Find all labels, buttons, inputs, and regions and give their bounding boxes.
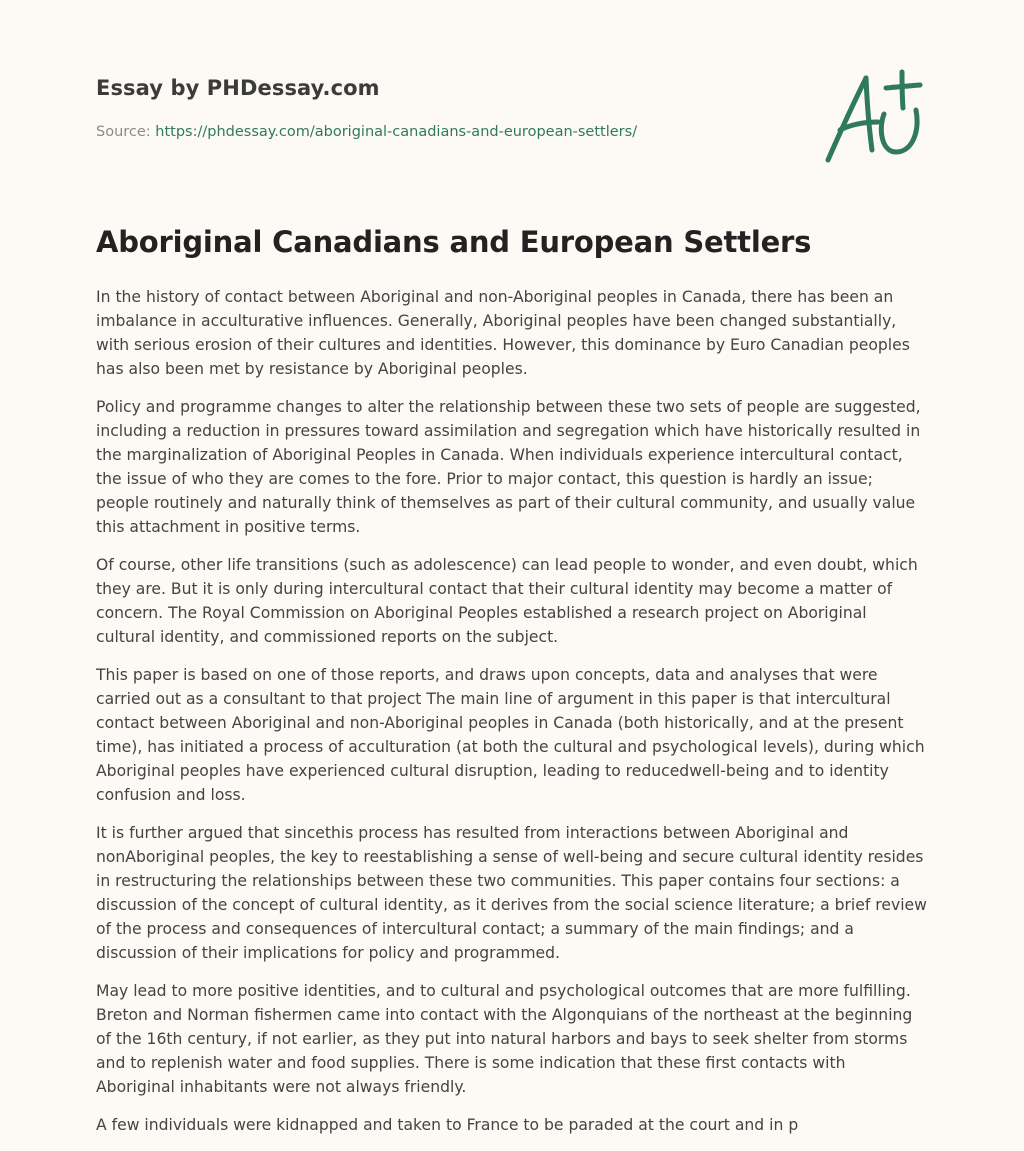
a-plus-logo-icon	[820, 66, 930, 166]
essay-paragraph: Of course, other life transitions (such as adolescence) can lead people to wonder, and even doubt, which they are. But it is only during intercultural contact that their cultural identity may become a matter of concern. The Royal Commission on Aboriginal Peoples established a research project on Aboriginal cultural identity, and commissioned reports on the subject.	[96, 556, 918, 646]
source-line	[96, 124, 637, 140]
essay-paragraph: May lead to more positive identities, and to cultural and psychological outcomes that are more fulfilling. Breton and Norman fishermen came into contact with the Algonquians of the northeast at the beginning of the 16th century, if not earlier, as they put into natural harbors and bays to seek shelter from storms and to replenish water and food supplies. There is some indication that these first contacts with Aboriginal inhabitants were not always friendly.	[96, 982, 913, 1096]
source-label: Source:	[96, 124, 151, 140]
essay-page	[96, 0, 928, 1134]
essay-body	[96, 285, 928, 1151]
essay-paragraph: It is further argued that sincethis process has resulted from interactions between Aboriginal and nonAboriginal peoples, the key to reestablishing a sense of well-being and secure cultural identity resides in restructuring the relationships between these two communities. This paper contains four sections: a discussion of the concept of cultural identity, as it derives from the social science literature; a brief review of the process and consequences of intercultural contact; a summary of the main findings; and a discussion of their implications for policy and programmed.	[96, 824, 927, 962]
essay-paragraph: This paper is based on one of those reports, and draws upon concepts, data and analyses that were carried out as a consultant to that project The main line of argument in this paper is that intercultural contact between Aboriginal and non-Aboriginal peoples in Canada (both historically, and at the present time), has initiated a process of acculturation (at both the cultural and psychological levels), during which Aboriginal peoples have experienced cultural disruption, leading to reducedwell-being and to identity confusion and loss.	[96, 666, 925, 804]
site-title: Essay by PHDessay.com	[96, 76, 380, 100]
essay-paragraph: In the history of contact between Aboriginal and non-Aboriginal peoples in Canada, there has been an imbalance in acculturative influences. Generally, Aboriginal peoples have been changed substantially, with serious erosion of their cultures and identities. However, this dominance by Euro Canadian peoples has also been met by resistance by Aboriginal peoples.	[96, 288, 910, 378]
page-header	[96, 0, 928, 200]
essay-paragraph: A few individuals were kidnapped and taken to France to be paraded at the court and in p	[96, 1116, 799, 1134]
essay-title: Aboriginal Canadians and European Settlers	[96, 225, 812, 259]
source-link[interactable]: https://phdessay.com/aboriginal-canadians-and-european-settlers/	[155, 124, 638, 140]
essay-paragraph: Policy and programme changes to alter the relationship between these two sets of people are suggested, including a reduction in pressures toward assimilation and segregation which have historically resulted in the marginalization of Aboriginal Peoples in Canada. When individuals experience intercultural contact, the issue of who they are comes to the fore. Prior to major contact, this question is hardly an issue; people routinely and naturally think of themselves as part of their cultural community, and usually value this attachment in positive terms.	[96, 398, 921, 536]
